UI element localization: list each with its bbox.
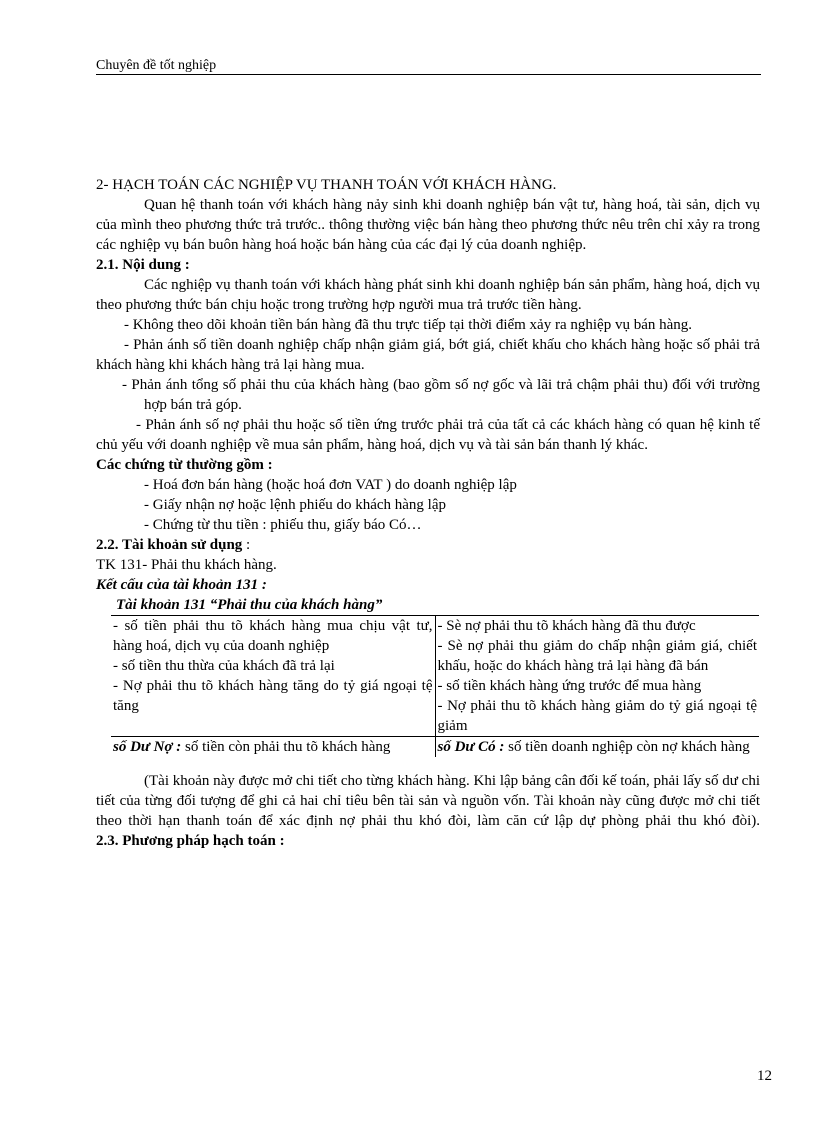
credit-balance-label: số Dư Có :	[437, 739, 505, 755]
content-paragraph: Các nghiệp vụ thanh toán với khách hàng phát sinh khi doanh nghiệp bán sản phẩm, hàng hoá, dịch vụ theo phương thức bán chịu hoặc trong trường hợp người mua trả trước tiền hàng.	[96, 277, 760, 313]
note-paragraph: (Tài khoản này được mở chi tiết cho từng khách hàng. Khi lập bảng cân đối kế toán, phải lấy số dư chi tiết của từng đối tượng để ghi cả hai chỉ tiêu bên tài sản và nguồn vốn. Tài khoản này cũng được mở chi tiết theo thời hạn thanh toán để xác định nợ phải thu khó đòi, làm căn cứ lập dự phòng phải thu khó đòi).	[96, 773, 760, 829]
page-header	[96, 56, 761, 75]
docs-heading: Các chứng từ thường gồm :	[96, 457, 273, 473]
bullet-4: - Phản ánh số nợ phải thu hoặc số tiền ứng trước phải trả của tất cả các khách hàng có quan hệ kinh tế chủ yếu với doanh nghiệp về mua sản phẩm, hàng hoá, dịch vụ và tài sản bán thanh lý khác.	[96, 417, 760, 453]
credit-balance	[435, 737, 759, 758]
heading-2-1: 2.1. Nội dung :	[96, 257, 190, 273]
credit-column	[435, 616, 759, 737]
debit-balance	[111, 737, 435, 758]
debit-balance-text: số tiền còn phải thu tõ khách hàng	[181, 739, 391, 755]
docs-item-1: - Hoá đơn bán hàng (hoặc hoá đơn VAT ) do doanh nghiệp lập	[144, 477, 517, 493]
credit-item: - Nợ phải thu tõ khách hàng giảm do tỷ giá ngoại tệ giảm	[437, 698, 757, 734]
bullet-1: - Không theo dõi khoản tiền bán hàng đã thu trực tiếp tại thời điểm xảy ra nghiệp vụ bán hàng.	[124, 317, 693, 333]
debit-item: - Nợ phải thu tõ khách hàng tăng do tỷ giá ngoại tệ tăng	[113, 678, 433, 714]
heading-2-2-text: 2.2. Tài khoản sử dụng	[96, 537, 243, 553]
table-title: Tài khoản 131 “Phải thu của khách hàng”	[116, 597, 383, 613]
heading-2-2-suffix: :	[242, 537, 251, 553]
docs-item-3: - Chứng từ thu tiền : phiếu thu, giấy báo Có…	[144, 517, 422, 533]
page-number: 12	[757, 1068, 772, 1084]
section-title: 2- HẠCH TOÁN CÁC NGHIỆP VỤ THANH TOÁN VỚI KHÁCH HÀNG.	[96, 177, 557, 193]
account-t-table	[111, 615, 759, 757]
credit-item: - số tiền khách hàng ứng trước để mua hàng	[437, 678, 702, 694]
bullet-2: - Phản ánh số tiền doanh nghiệp chấp nhận giảm giá, bớt giá, chiết khấu cho khách hàng hoặc số phải trả khách hàng khi khách hàng trả lại hàng mua.	[96, 337, 760, 373]
debit-item: - số tiền thu thừa của khách đã trả lại	[113, 658, 335, 674]
table-row	[111, 616, 759, 737]
structure-heading: Kết cấu của tài khoản 131 :	[96, 577, 267, 593]
heading-2-2	[96, 535, 760, 555]
credit-item: - Sè nợ phải thu tõ khách hàng đã thu được	[437, 618, 696, 634]
intro-paragraph: Quan hệ thanh toán với khách hàng nảy sinh khi doanh nghiệp bán vật tư, hàng hoá, tài sản, dịch vụ của mình theo phương thức trả trước.. thông thường việc bán hàng theo phương thức nêu trên chỉ xảy ra trong các nghiệp vụ bán buôn hàng hoá hoặc bán hàng của các đại lý của doanh nghiệp.	[96, 197, 760, 253]
credit-item: - Sè nợ phải thu giảm do chấp nhận giảm giá, chiết khấu, hoặc do khách hàng trả lại hàng đã bán	[437, 638, 757, 674]
docs-item-2: - Giấy nhận nợ hoặc lệnh phiếu do khách hàng lập	[144, 497, 447, 513]
account-line: TK 131- Phải thu khách hàng.	[96, 557, 277, 573]
credit-balance-text: số tiền doanh nghiệp còn nợ khách hàng	[504, 739, 750, 755]
heading-2-3: 2.3. Phương pháp hạch toán :	[96, 833, 285, 849]
table-row	[111, 737, 759, 758]
debit-item: - số tiền phải thu tõ khách hàng mua chịu vật tư, hàng hoá, dịch vụ của doanh nghiệp	[113, 618, 433, 654]
bullet-3: - Phản ánh tổng số phải thu của khách hàng (bao gồm số nợ gốc và lãi trả chậm phải thu) đối với trường hợp bán trả góp.	[122, 377, 760, 413]
debit-column	[111, 616, 435, 737]
document-body	[96, 175, 760, 851]
debit-balance-label: số Dư Nợ :	[113, 739, 182, 755]
header-title: Chuyên đề tốt nghiệp	[96, 58, 217, 73]
